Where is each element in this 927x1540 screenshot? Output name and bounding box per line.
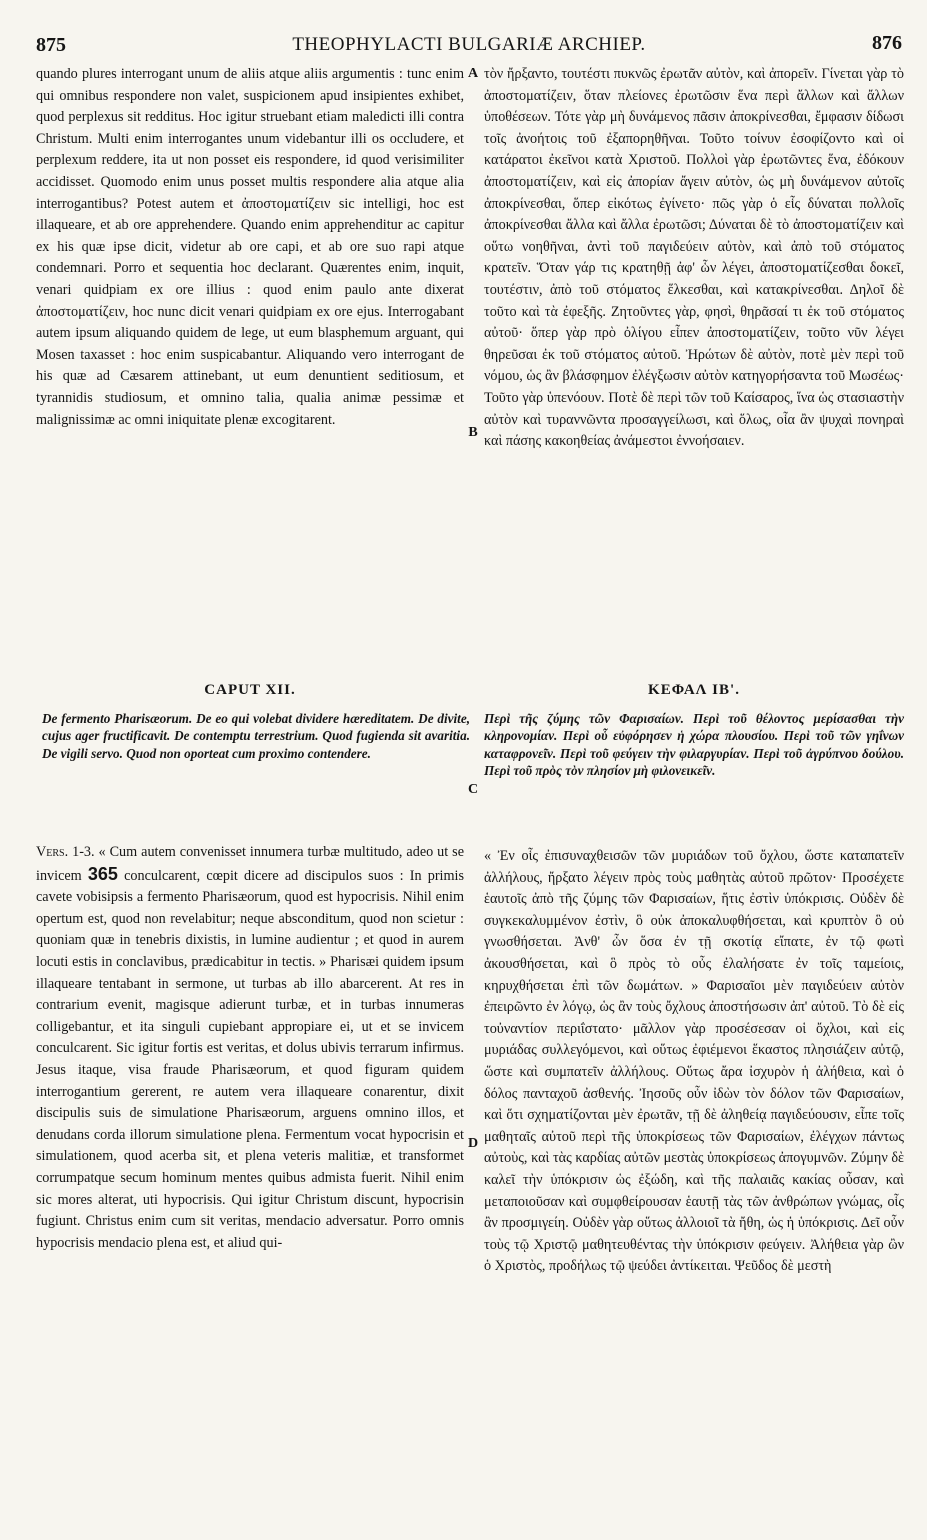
latin-paragraph-lower (36, 842, 464, 1254)
page-number-right: 876 (872, 32, 902, 54)
margin-letter-a: A (467, 66, 479, 81)
greek-paragraph-lower: « Ἐν οἷς ἐπισυναχθεισῶν τῶν μυριάδων τοῦ ὄχλου, ὥστε καταπατεῖν ἀλλήλους, ἤρξατο λέγειν πρὸς τοὺς μαθητὰς αὐτοῦ πρῶτον· Προσέχετε ἑαυτοῖς ἀπὸ τῆς ζύμης τῶν Φαρισαίων, ἥτις ἐστὶν ὑπόκρισις. Οὐδὲν δὲ συγκεκαλυμμένον ἐστὶν, ὃ οὐκ ἀποκαλυφθήσεται, καὶ κρυπτὸν ὃ οὐ γνωσθήσεται. Ἀνθ' ὧν ὅσα ἐν τῇ σκοτίᾳ εἴπατε, ἐν τῷ φωτὶ ἀκουσθήσεται, καὶ ὃ πρὸς τὸ οὖς ἐλαλήσατε ἐν τοῖς ταμείοις, κηρυχθήσεται ἐπὶ τῶν δωμάτων. » Φαρισαῖοι μὲν παγιδεύειν αὐτὸν ἐπειρῶντο ἐν λόγῳ, ὡς ἂν τοὺς ὄχλους ἀποστήσωσιν ἀπ' αὐτοῦ. Τὸ δὲ εἰς τοὐναντίον περιΐστατο· μᾶλλον γὰρ προσέσεσαν οἱ ὄχλοι, καὶ εἰς μυριάδας συλλεγόμενοι, καὶ οὕτως ἐφιέμενοι ἕκαστος πλησιάζειν αὐτῷ, ὥστε καὶ συμπατεῖν ἀλλήλους. Οὕτως ἄρα ἰσχυρὸν ἡ ἀλήθεια, καὶ ὁ δόλος πανταχοῦ ἀσθενής. Ἰησοῦς οὖν ἰδὼν τὸν δόλον τῶν Φαρισαίων, καὶ ὅτι σχηματίζονται μὲν ἐρωτᾶν, τῇ δὲ ἀληθείᾳ παγιδεύουσιν, εἶπε τοῖς μαθηταῖς αὐτοῦ περὶ τῆς ὑποκρίσεως τῶν Φαρισαίων, ἐλέγχων πάντως αὐτοὺς, καὶ τὰς καρδίας αὐτῶν μεστὰς ὑποκρίσεως ἀπογυμνῶν. Ζύμην δὲ καλεῖ τὴν ὑπόκρισιν ὡς ἐξώδη, καὶ τῆς παλαιᾶς κακίας οὖσαν, καὶ μεταποιοῦσαν καὶ συμφθείρουσαν ἑαυτῇ τὰς τῶν ἀνθρώπων γνώμας, οἷς ἂν προσμιγείη. Οὐδὲν γὰρ οὕτως ἀλλοιοῖ τὰ ἤθη, ὡς ἡ ὑπόκρισις. Δεῖ οὖν τοὺς τῷ Χριστῷ μαθητευθέντας τὴν ὑπόκρισιν φεύγειν. Ἀλήθεια γὰρ ὢν ὁ Χριστὸς, προδήλως τῷ ψεύδει ἀντίκειται. Ψεῦδος δὲ μεστὴ (484, 848, 904, 1275)
page-header (36, 34, 902, 64)
latin-paragraph: quando plures interrogant unum de aliis atque aliis argumentis : tunc enim qui omnibus respondere non valet, suspicionem apud insipientes exhibet, quod perplexus sit redditus. Hoc igitur struebant etiam maledicti illi contra Christum. Multi enim interrogantes unum videbantur illi os occludere, et perplexum reddere, ita ut non posset eis respondere, id quod verisimiliter accidisset. Quomodo enim unus posset multis respondere alia atque alia interrogantibus? Potest autem et ἀποστοματίζειν sic intelligi, hoc est illaqueare, et ab ore apprehendere. Quando enim apprehenditur ac capitur ex his quæ ipse dicit, videtur ab ore capi, et ab ore suo rapi atque condemnari. Porro et sequentia hoc declarant. Quærentes enim, inquit, venari quidpiam ex ore illius : quod enim paulo ante dixerat ἀποστοματίζειν, hoc nunc dicit venari quidpiam ex ore ejus. Interrogabant autem ipsum aliquando quidem de lege, ut eum blasphemum arguant, qui Mosen taxasset : hoc enim suspicabantur. Aliquando vero interrogant de his quæ ad Cæsarem attinebant, ut eum denuntient seditiosum, et tyrannidis studiosum, et omnino talia, qualia animæ pessimæ et malignissimæ ac omni iniquitate plenæ excogitarent. (36, 66, 464, 428)
chapter-summary-greek: Περὶ τῆς ζύμης τῶν Φαρισαίων. Περὶ τοῦ θέλοντος μερίσασθαι τὴν κληρονομίαν. Περὶ οὗ εὐφόρησεν ἡ χώρα πλουσίου. Περὶ τοῦ τῶν γηΐνων καταφρονεῖν. Περὶ τοῦ φεύγειν τὴν φιλαργυρίαν. Περὶ τοῦ ἀγρύπνου δούλου. Περὶ τοῦ πρὸς τὸν πλησίον μὴ φιλονεικεῖν. (484, 711, 904, 779)
latin-text-part-b: conculcarent, cœpit dicere ad discipulos suos : In primis cavete vobisipsis a fermento Pharisæorum, quod est hypocrisis. Nihil enim opertum est, quod non revelabitur; neque absconditum, quod non scietur : quoniam quæ in tenebris dixistis, in lumine audientur ; et quod in aurem locuti estis in conclavibus, prædicabitur in tectis. » Pharisæi quidem ipsum illaqueare tentabant in sermone, ut turbas ab illo abarcerent. At res in contrarium evenit, magisque adierunt turbæ, et in turbas innumeras colligebantur, et ita singuli cupiebant appropiare ei, ut et se invicem conculcarent. Sic igitur fortis est veritas, et dolus ubivis terrarum infirmus. Jesus itaque, visa fraude Pharisæorum, et quod figuram quidem interrogantium gererent, re autem vera illaqueare conarentur, dixit discipulis suis de simulatione Pharisæorum, arguens omnino illos, et denudans corda illorum simulatione plena. Fermentum vocat hypocrisin et simulationem, quod acerba sit, et plena veteris malitiæ, et transformet corrumpatque secum hominum mentes quibus admista fuerit. Nihil enim sic mores alterat, uti hypocrisis. Qui igitur Christum discunt, hypocrisin fugiunt. Christus enim cum sit veritas, mendacio adversatur. Porro omnis hypocrisis mendacio plena est, et aliud qui- (36, 867, 464, 1251)
latin-text-lower (36, 842, 464, 1254)
margin-letter-b: B (468, 425, 478, 440)
verse-reference: Vers. 1-3. (36, 844, 95, 860)
page-number-left: 875 (36, 34, 66, 56)
greek-text-upper (484, 64, 904, 453)
column-number: 365 (87, 863, 118, 884)
chapter-heading-greek: ΚΕΦΑΛ ΙΒ'. (648, 682, 740, 698)
latin-text-upper (36, 64, 464, 431)
latin-text-part-a: « Cum autem convenisset innumera turbæ multitudo, adeo ut se invicem (36, 844, 464, 884)
margin-letter-d: D (467, 1136, 479, 1151)
greek-paragraph: τὸν ἤρξαντο, τουτέστι πυκνῶς ἐρωτᾶν αὐτὸν, καὶ ἀπορεῖν. Γίνεται γὰρ τὸ ἀποστοματίζειν, ὅταν πλείονες ἐρωτῶσιν ἕνα περὶ ἄλλων καὶ ἄλλων ὑποθέσεων. Τότε γὰρ μὴ δυνάμενος πᾶσιν ἀποκρίνεσθαι, ἔμφασιν δίδωσι τοῖς ἀνοήτοις τοῦ ἐξαπορηθῆναι. Τοῦτο τοίνυν ἐσοφίζοντο καὶ οἱ κατάρατοι ἐκεῖνοι κατὰ Χριστοῦ. Πολλοὶ γὰρ ἐρωτῶντες ἕνα, ἐδόκουν ἀποστοματίζειν, καὶ εἰς ἀπορίαν ἄγειν αὐτὸν, ὡς μὴ δυνάμενον αὐτοῖς ἀποκρίνεσθαι, ὅπερ εἰκότως ἐγίνετο· πῶς γὰρ ὁ εἷς δύναται πολλοῖς ἀποκρίνεσθαι ἄλλα καὶ ἄλλα ἐρωτῶσι; Δύναται δὲ τὸ ἀποστοματίζειν καὶ οὕτω νοηθῆναι, ἀντὶ τοῦ παγιδεύειν αὐτὸν, καὶ ἀπὸ τοῦ στόματος κρατεῖν. Ὅταν γάρ τις κρατηθῇ ἀφ' ὧν λέγει, ἀποστοματίζεσθαι δοκεῖ, τουτέστιν, ἀπὸ τοῦ στόματος ἕλκεσθαι, καὶ κατακρίνεσθαι. Δηλοῖ δὲ τοῦτο καὶ τὰ ἐφεξῆς. Ζητοῦντες γὰρ, φησὶ, θηρᾶσαί τι ἐκ τοῦ στόματος αὐτοῦ· ὅπερ γὰρ πρὸ ὀλίγου εἶπεν ἀποστοματίζειν, τοῦτο νῦν λέγει θηρεῦσαι ἐκ τοῦ στόματος αὐτοῦ. Ἠρώτων δὲ αὐτὸν, ποτὲ μὲν περὶ τοῦ νόμου, ὡς ἂν βλάσφημον ἐλέγξωσιν αὐτὸν κατηγορήσαντα τοῦ Μωσέως· Τοῦτο γὰρ ὑπενόουν. Ποτὲ δὲ περὶ τῶν τοῦ Καίσαρος, ἵνα ὡς στασιαστὴν αὐτὸν καὶ τυραννῶντα προσαγγείλωσι, καὶ ὅλως, οἷα ἂν ψυχαὶ πονηραὶ καὶ πάσης κακοηθείας ἀνάμεστοι ἐννοήσαιεν. (484, 66, 904, 450)
chapter-heading-latin: CAPUT XII. (204, 682, 296, 698)
greek-text-lower (484, 846, 904, 1278)
margin-letter-c: C (467, 782, 479, 797)
running-title: THEOPHYLACTI BULGARIÆ ARCHIEP. (292, 34, 646, 55)
chapter-summary-latin: De fermento Pharisæorum. De eo qui volebat dividere hæreditatem. De divite, cujus ager fructificavit. De contemptu terrestrium. Quod fugienda sit avaritia. De vigili servo. Quod non oporteat cum proximo contendere. (42, 711, 470, 761)
